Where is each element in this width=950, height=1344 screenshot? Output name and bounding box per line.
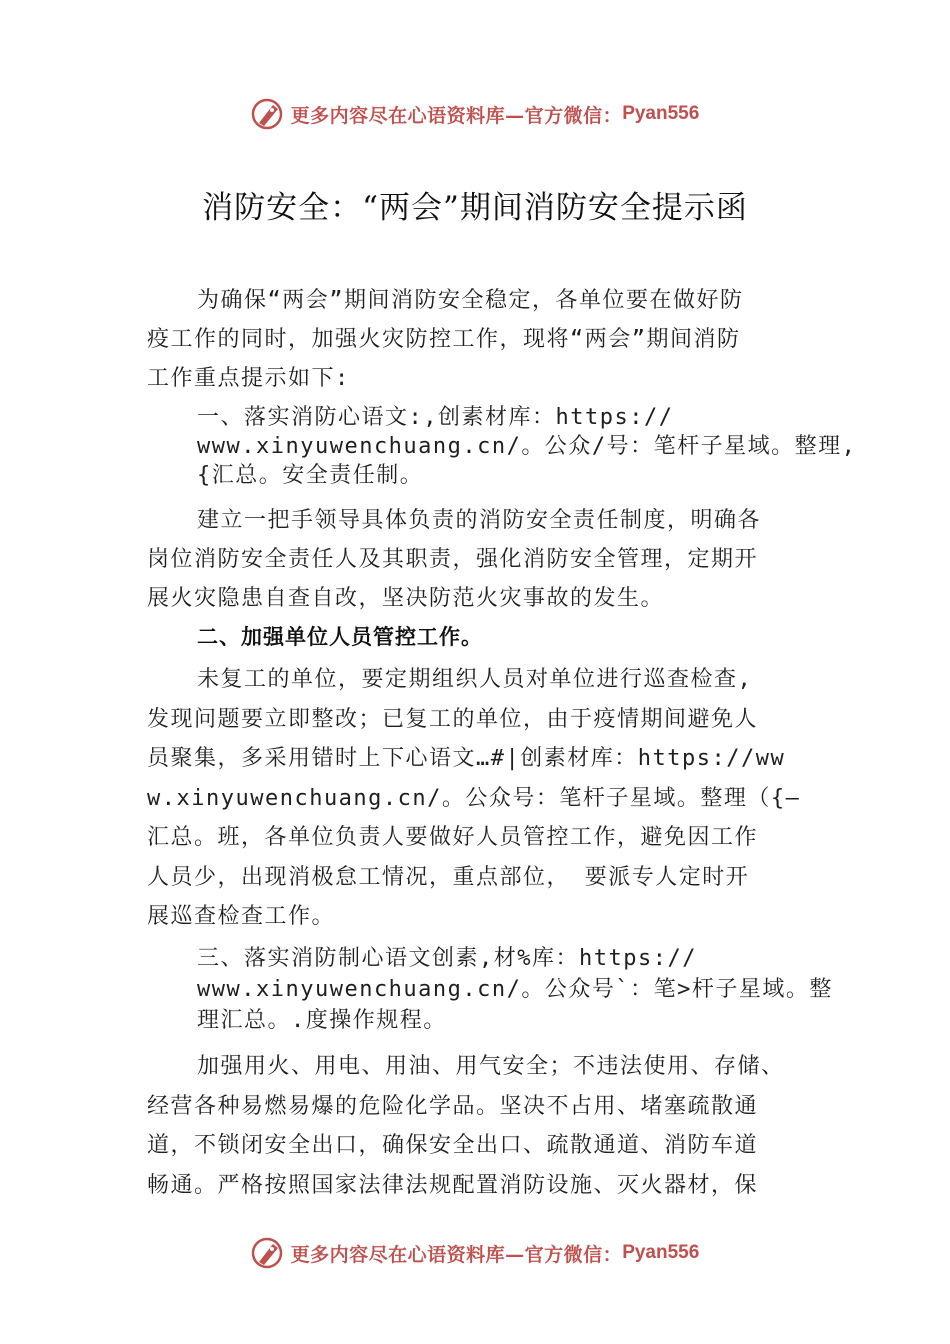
section-1-heading xyxy=(197,403,856,490)
text-line: 建立一把手领导具体负责的消防安全责任制度，明确各 xyxy=(197,508,762,533)
text-line: {汇总。安全责任制。 xyxy=(197,463,424,488)
header-banner xyxy=(0,94,950,134)
text-line: 为确保“两会”期间消防安全稳定，各单位要在做好防 xyxy=(197,288,744,313)
footer-banner xyxy=(0,1233,950,1273)
pen-nib-seal-icon xyxy=(251,97,285,131)
text-line: 经营各种易燃易爆的危险化学品。坚决不占用、堵塞疏散通 xyxy=(147,1093,759,1119)
text-line: 展火灾隐患自查自改，坚决防范火灾事故的发生。 xyxy=(147,586,665,611)
text-line: 疫工作的同时，加强火灾防控工作，现将“两会”期间消防 xyxy=(147,327,741,352)
banner-text: 更多内容尽在心语资料库—官方微信： xyxy=(290,104,623,127)
text-line: 三、落实消防制心语文创素,材%库：https:// xyxy=(197,946,697,971)
text-line: 岗位消防安全责任人及其职责，强化消防安全管理，定期开 xyxy=(147,547,759,572)
text-line: 员聚集，多采用错时上下心语文…#|创素材库：https://ww xyxy=(147,746,786,771)
text-line: 发现问题要立即整改；已复工的单位，由于疫情期间避免人 xyxy=(147,706,759,732)
text-line: www.xinyuwenchuang.cn/。公众号`：笔>杆子星域。整 xyxy=(197,977,833,1002)
text-line: 道，不锁闭安全出口，确保安全出口、疏散通道、消防车道 xyxy=(147,1133,759,1158)
paragraph-section-1 xyxy=(147,501,761,618)
section-2-heading: 二、加强单位人员管控工作。 xyxy=(197,625,483,649)
document-title: 消防安全：“两会”期间消防安全提示函 xyxy=(202,190,748,226)
text-line: 一、落实消防心语文:,创素材库：https:// xyxy=(197,405,674,430)
banner-text: 更多内容尽在心语资料库—官方微信： xyxy=(290,1243,623,1266)
section-3-heading xyxy=(197,943,833,1036)
paragraph-section-3 xyxy=(147,1047,785,1205)
text-line: 工作重点提示如下: xyxy=(147,366,350,391)
text-line: 展巡查检查工作。 xyxy=(147,904,336,929)
text-line: 加强用火、用电、用油、用气安全；不违法使用、存储、 xyxy=(197,1054,785,1079)
pen-nib-seal-icon xyxy=(251,1236,285,1270)
text-line: 未复工的单位，要定期组织人员对单位进行巡查检查, xyxy=(197,667,753,692)
text-line: 汇总。班，各单位负责人要做好人员管控工作，避免因工作 xyxy=(147,825,759,850)
text-line: 人员少，出现消极怠工情况，重点部位， 要派专人定时开 xyxy=(147,864,750,890)
banner-account: Pyan556 xyxy=(622,103,700,124)
text-line: www.xinyuwenchuang.cn/。公众/号：笔杆子星域。整理, xyxy=(197,434,857,459)
text-line: 畅通。严格按照国家法律法规配置消防设施、灭火器材，保 xyxy=(147,1172,759,1198)
text-line: w.xinyuwenchuang.cn/。公众号：笔杆子星域。整理（{— xyxy=(147,785,801,811)
text-line: 理汇总。.度操作规程。 xyxy=(197,1008,447,1033)
banner-account: Pyan556 xyxy=(622,1242,700,1263)
paragraph-section-2 xyxy=(147,660,800,937)
paragraph-intro xyxy=(147,281,744,398)
